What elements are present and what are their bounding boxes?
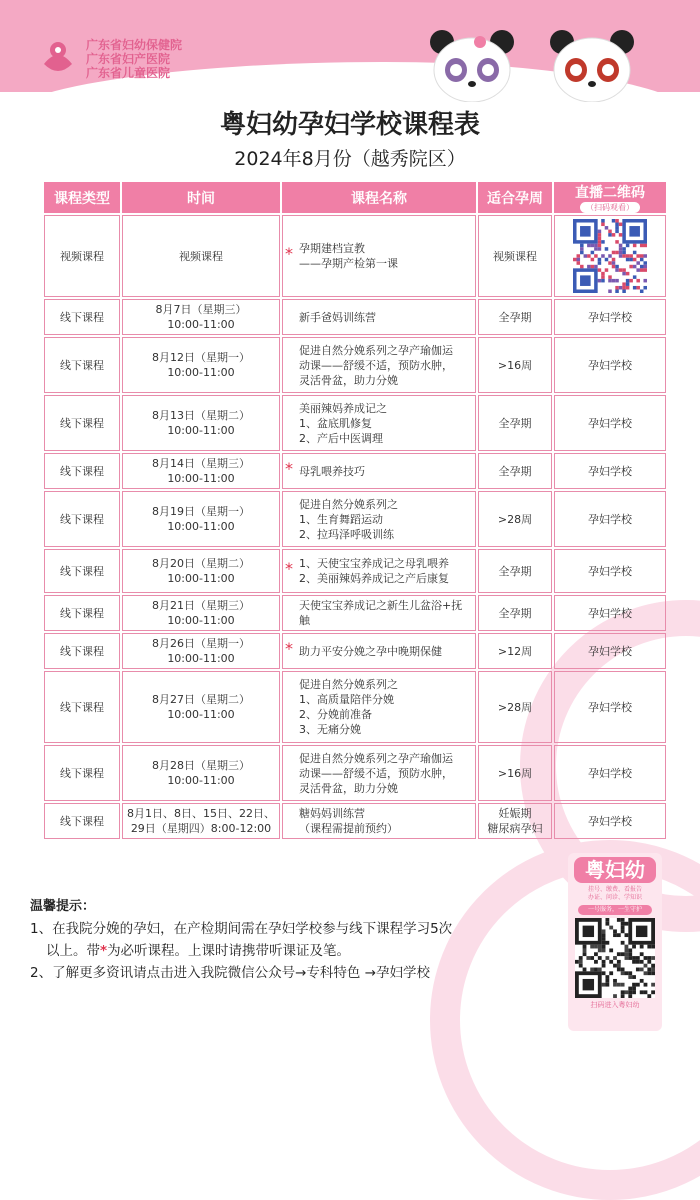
cell-text: 孕妇学校 [588,814,632,828]
course-time-cell [122,745,280,801]
tips-text: 以上。带 [46,943,100,959]
cell-text: 孕妇学校 [588,700,632,714]
brand-tagline: 一号服务，一生守护 [578,905,652,915]
course-time-cell [122,299,280,335]
table-row [44,337,666,393]
cell-text: 天使宝宝养成记之新生儿盆浴+抚触 [299,599,463,627]
required-star-icon: * [285,244,293,263]
hospital-logo-icon [38,38,78,78]
table-header-row [44,182,666,213]
gestation-period-cell [478,215,552,297]
course-name-cell [282,299,476,335]
gestation-period-cell [478,453,552,489]
cell-text: 新手爸妈训练营 [299,310,376,324]
brand-card [568,853,662,1031]
cell-text: 线下课程 [60,766,104,780]
cell-text: 8月19日（星期一） 10:00-11:00 [152,505,250,533]
cell-text: 美丽辣妈养成记之 1、盆底肌修复 2、产后中医调理 [299,401,387,445]
cell-text: 孕妇学校 [588,644,632,658]
course-name-cell [282,453,476,489]
cell-text: 孕妇学校 [588,606,632,620]
tips-line [30,940,550,962]
course-name-cell [282,671,476,743]
cell-text: 8月12日（星期一） 10:00-11:00 [152,351,250,379]
brand-slogan: 挂号、缴费、看报告 办证、问诊、学知识 [587,886,642,901]
column-header: 课程类型 [44,182,120,213]
gestation-period-cell [478,395,552,451]
cell-text: 线下课程 [60,310,104,324]
cell-text: 1、天使宝宝养成记之母乳喂养 2、美丽辣妈养成记之产后康复 [299,557,449,585]
course-schedule-table [42,180,668,841]
course-name-cell [282,395,476,451]
cell-text: 8月26日（星期一） 10:00-11:00 [152,637,250,665]
table-row [44,549,666,593]
course-type-cell [44,299,120,335]
live-cell [554,745,666,801]
cell-text: 孕妇学校 [588,512,632,526]
required-star-icon: * [285,459,293,478]
table-row [44,453,666,489]
live-cell [554,299,666,335]
cell-text: 孕妇学校 [588,310,632,324]
course-type-cell [44,491,120,547]
cell-text: 8月21日（星期三） 10:00-11:00 [152,599,250,627]
live-cell [554,633,666,669]
table-row [44,299,666,335]
cell-text: 全孕期 [498,416,532,430]
required-star-icon: * [285,639,293,658]
cell-text: 线下课程 [60,564,104,578]
table-row [44,633,666,669]
course-time-cell [122,633,280,669]
table-row [44,491,666,547]
gestation-period-cell [478,299,552,335]
live-qr-cell [554,215,666,297]
course-type-cell [44,215,120,297]
cell-text: 线下课程 [60,416,104,430]
course-type-cell [44,671,120,743]
cell-text: >16周 [497,358,533,372]
cell-text: 视频课程 [179,249,223,263]
hospital-name: 广东省妇幼保健院 [86,38,183,52]
table-row [44,745,666,801]
course-name-cell [282,215,476,297]
cell-text: 线下课程 [60,512,104,526]
cell-text: >12周 [497,644,533,658]
gestation-period-cell [478,745,552,801]
gestation-period-cell [478,633,552,669]
course-time-cell [122,549,280,593]
cell-text: 视频课程 [493,249,537,263]
cell-text: 全孕期 [498,464,532,478]
gestation-period-cell [478,595,552,631]
course-time-cell [122,595,280,631]
page-subtitle: 2024年8月份（越秀院区） [234,148,466,170]
course-name-cell [282,633,476,669]
course-time-cell [122,671,280,743]
course-name-cell [282,549,476,593]
required-star-icon: * [285,559,293,578]
cell-text: 促进自然分娩系列之 1、高质量陪伴分娩 2、分娩前准备 3、无痛分娩 [299,678,398,736]
tips-title: 温馨提示： [30,899,96,914]
course-time-cell [122,453,280,489]
cell-text: 助力平安分娩之孕中晚期保健 [299,644,442,658]
cell-text: 8月13日（星期二） 10:00-11:00 [152,409,250,437]
qr-caption: （扫码观看） [580,202,640,213]
panda-mascot-icon [548,28,636,102]
wechat-qr-code-icon[interactable] [575,918,655,998]
cell-text: 全孕期 [498,564,532,578]
gestation-period-cell [478,671,552,743]
column-header: 课程名称 [282,182,476,213]
course-type-cell [44,745,120,801]
live-cell [554,549,666,593]
table-row [44,595,666,631]
cell-text: 孕妇学校 [588,766,632,780]
brand-name: 粤妇幼 [574,857,656,883]
live-cell [554,803,666,839]
table-row [44,215,666,297]
course-time-cell [122,803,280,839]
cell-text: 孕妇学校 [588,464,632,478]
course-type-cell [44,337,120,393]
live-cell [554,671,666,743]
brand-caption: 扫码进入粤妇幼 [590,1001,640,1009]
course-name-cell [282,337,476,393]
course-type-cell [44,803,120,839]
cell-text: 线下课程 [60,814,104,828]
cell-text: 孕期建档宣教 ——孕期产检第一课 [299,242,398,270]
column-header: 时间 [122,182,280,213]
tips-text: 为必听课程。上课时请携带听课证及笔。 [107,943,351,959]
cell-text: >16周 [497,766,533,780]
gestation-period-cell [478,337,552,393]
gestation-period-cell [478,803,552,839]
course-name-cell [282,491,476,547]
cell-text: 全孕期 [498,310,532,324]
course-type-cell [44,549,120,593]
course-time-cell [122,337,280,393]
cell-text: 8月27日（星期二） 10:00-11:00 [152,693,250,721]
cell-text: 线下课程 [60,700,104,714]
cell-text: 8月7日（星期三） 10:00-11:00 [155,303,247,331]
gestation-period-cell [478,549,552,593]
cell-text: 视频课程 [60,249,104,263]
cell-text: 糖妈妈训练营 （课程需提前预约） [299,807,398,835]
cell-text: 促进自然分娩系列之孕产瑜伽运 动课——舒缓不适，预防水肿， 灵活骨盆，助力分娩 [299,751,453,795]
cell-text: 促进自然分娩系列之 1、生育舞蹈运动 2、拉玛泽呼吸训练 [299,497,398,541]
course-type-cell [44,453,120,489]
cell-text: >28周 [497,512,533,526]
column-header: 适合孕周 [478,182,552,213]
course-time-cell [122,395,280,451]
cell-text: 母乳喂养技巧 [299,464,365,478]
course-type-cell [44,395,120,451]
course-type-cell [44,595,120,631]
course-type-cell [44,633,120,669]
hospital-name: 广东省儿童医院 [86,66,171,80]
cell-text: 促进自然分娩系列之孕产瑜伽运 动课——舒缓不适，预防水肿， 灵活骨盆，助力分娩 [299,343,453,387]
course-name-cell [282,803,476,839]
live-cell [554,337,666,393]
cell-text: 8月28日（星期三） 10:00-11:00 [152,759,250,787]
cell-text: 线下课程 [60,358,104,372]
tips-line: 2、了解更多资讯请点击进入我院微信公众号→专科特色 →孕妇学校 [30,965,431,981]
cell-text: 线下课程 [60,644,104,658]
live-cell [554,453,666,489]
tips-section [30,896,550,984]
cell-text: 线下课程 [60,464,104,478]
cell-text: 孕妇学校 [588,416,632,430]
course-name-cell [282,745,476,801]
column-header: 直播二维码 [575,185,645,201]
column-header-qr [554,182,666,213]
cell-text: 孕妇学校 [588,564,632,578]
panda-mascot-icon [428,28,516,102]
cell-text: 妊娠期 糖尿病孕妇 [487,807,543,835]
gestation-period-cell [478,491,552,547]
course-name-cell [282,595,476,631]
table-row [44,671,666,743]
cell-text: 全孕期 [498,606,532,620]
tips-line: 1、在我院分娩的孕妇，在产检期间需在孕妇学校参与线下课程学习5次 [30,921,453,937]
live-cell [554,395,666,451]
cell-text: >28周 [497,700,533,714]
cell-text: 8月14日（星期三） 10:00-11:00 [152,457,250,485]
table-row [44,395,666,451]
live-qr-code-icon[interactable] [573,219,647,293]
cell-text: 孕妇学校 [588,358,632,372]
page-title: 粤妇幼孕妇学校课程表 [219,110,480,140]
course-time-cell [122,215,280,297]
hospital-names [86,38,182,80]
live-cell [554,491,666,547]
cell-text: 8月1日、8日、15日、22日、 29日（星期四）8:00-12:00 [127,807,275,835]
hospital-name: 广东省妇产医院 [86,52,171,66]
live-cell [554,595,666,631]
course-time-cell [122,491,280,547]
required-star-icon: * [100,943,108,959]
cell-text: 8月20日（星期二） 10:00-11:00 [152,557,250,585]
cell-text: 线下课程 [60,606,104,620]
table-row [44,803,666,839]
